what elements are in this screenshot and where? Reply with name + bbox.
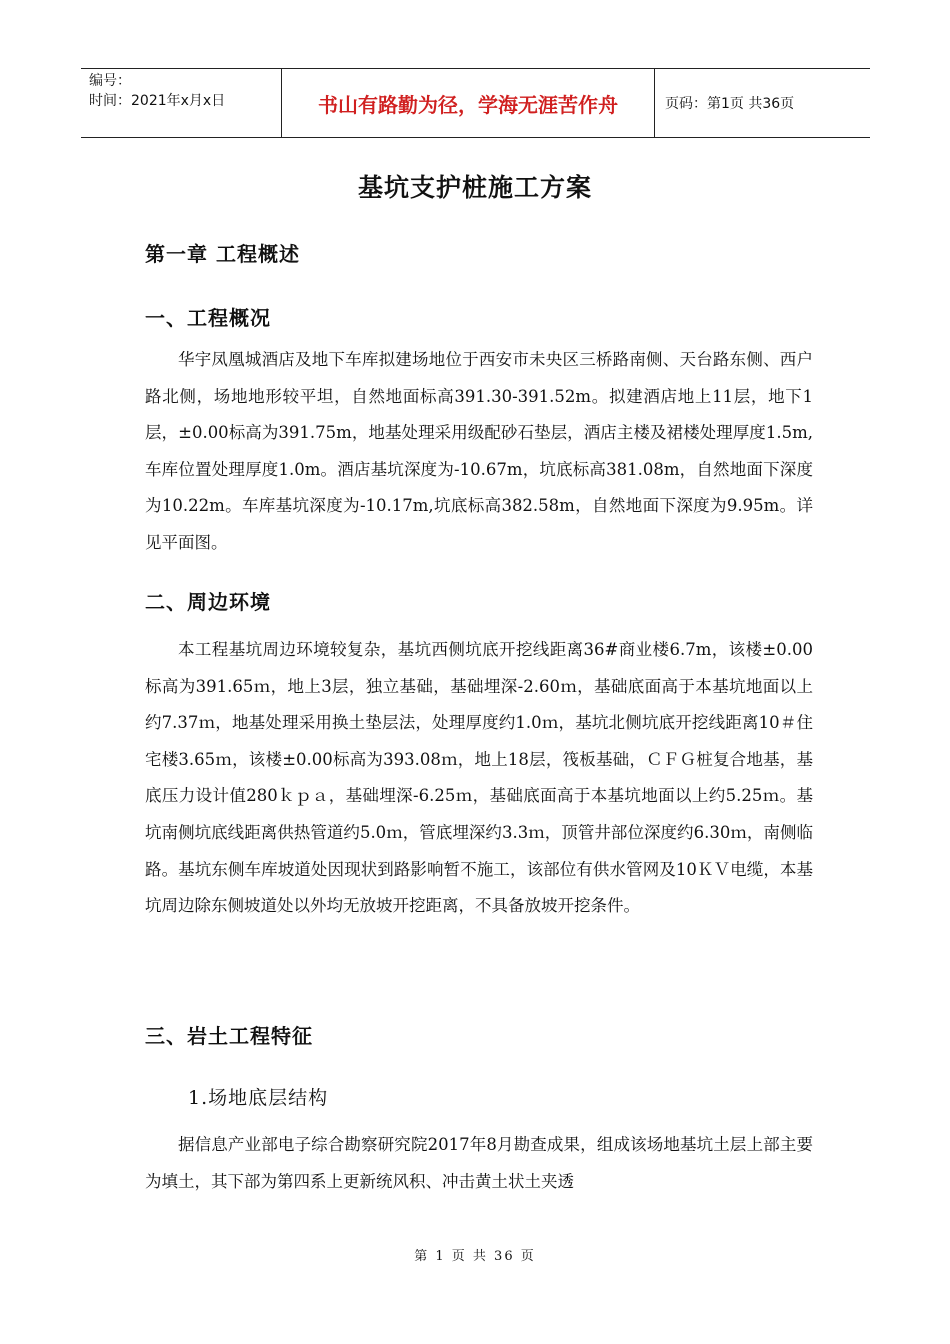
- document-number-label: 编号：: [89, 73, 131, 89]
- section-paragraph-overview: 华宇凤凰城酒店及地下车库拟建场地位于西安市未央区三桥路南侧、天台路东侧、西户路北侧，场地地形较平坦，自然地面标高391.30-391.52m。拟建酒店地上11层，地下1层，±0.00标高为391.75m，地基处理采用级配砂石垫层，酒店主楼及裙楼处理厚度1.5m,车库位置处理厚度1.0m。酒店基坑深度为-10.67m，坑底标高381.08m，自然地面下深度为10.22m。车库基坑深度为-10.17m,坑底标高382.58m，自然地面下深度为9.95m。详见平面图。: [145, 350, 813, 552]
- section-paragraph-geotechnical: 据信息产业部电子综合勘察研究院2017年8月勘查成果，组成该场地基坑土层上部主要为填土，其下部为第四系上更新统风积、冲击黄土状土夹透: [145, 1135, 813, 1191]
- page-footer: 第 1 页 共 36 页: [414, 1249, 536, 1264]
- section-heading-surroundings: 二、周边环境: [145, 590, 271, 614]
- header-left-cell: [81, 69, 281, 137]
- section-paragraph-surroundings: 本工程基坑周边环境较复杂，基坑西侧坑底开挖线距离36#商业楼6.7m，该楼±0.00标高为391.65ｍ，地上3层，独立基础，基础埋深-2.60ｍ，基础底面高于本基坑地面以上约7.37ｍ，地基处理采用换土垫层法，处理厚度约1.0ｍ，基坑北侧坑底开挖线距离10＃住宅楼3.65ｍ，该楼±0.00标高为393.08ｍ，地上18层，筏板基础，ＣＦＧ桩复合地基，基底压力设计值280ｋｐａ，基础埋深-6.25ｍ，基础底面高于本基坑地面以上约5.25ｍ。基坑南侧坑底线距离供热管道约5.0ｍ，管底埋深约3.3ｍ，顶管井部位深度约6.30ｍ，南侧临路。基坑东侧车库坡道处因现状到路影响暂不施工，该部位有供水管网及10ＫＶ电缆，本基坑周边除东侧坡道处以外均无放坡开挖距离，不具备放坡开挖条件。: [145, 640, 813, 916]
- section-heading-geotechnical: 三、岩土工程特征: [145, 1024, 313, 1048]
- section-heading-overview: 一、工程概况: [145, 306, 271, 330]
- document-header-table: [81, 68, 870, 138]
- document-date: 时间：2021年x月x日: [89, 93, 226, 109]
- document-title: 基坑支护桩施工方案: [357, 173, 592, 202]
- subsection-heading-strata: 1.场地底层结构: [188, 1087, 329, 1109]
- header-motto: 书山有路勤为径，学海无涯苦作舟: [281, 69, 655, 137]
- chapter-heading: 第一章 工程概述: [145, 242, 300, 266]
- header-page-info: 页码：第1页 共36页: [665, 96, 795, 112]
